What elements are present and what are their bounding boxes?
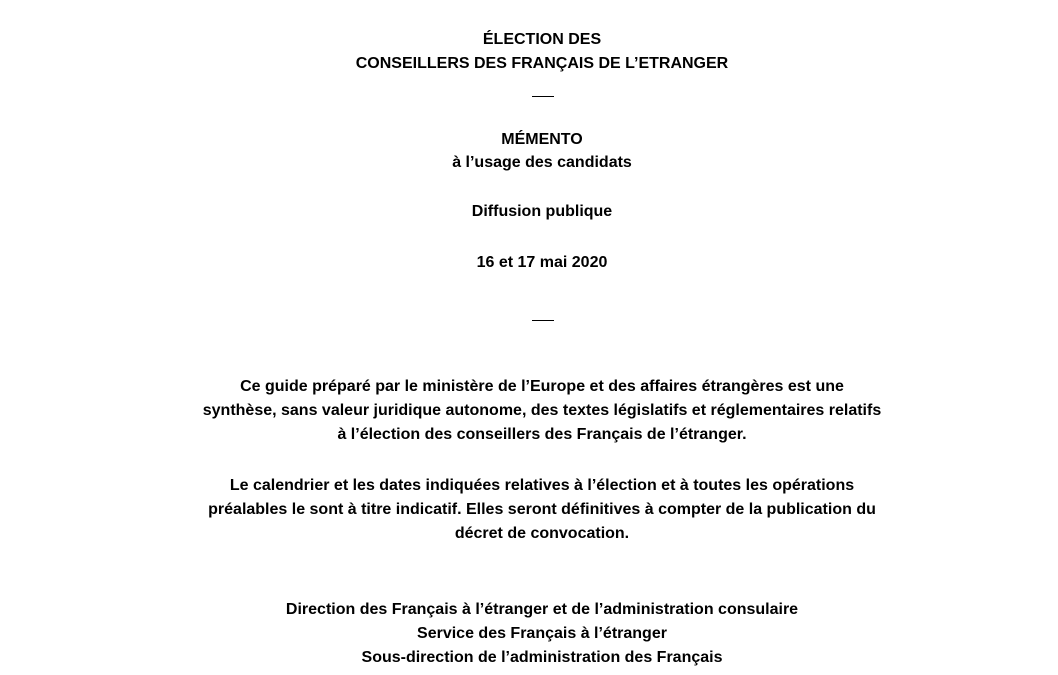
intro-paragraph-2-line-1: Le calendrier et les dates indiquées relatives à l’élection et à toutes les opérations (229, 477, 855, 494)
separator-dash-top (532, 96, 554, 97)
intro-paragraph-2-line-3: décret de convocation. (454, 525, 630, 542)
intro-paragraph-2-line-2: préalables le sont à titre indicatif. Elles seront définitives à compter de la publication du (208, 501, 876, 518)
diffusion-label: Diffusion publique (471, 203, 613, 220)
intro-paragraph-1-line-2: synthèse, sans valeur juridique autonome, des textes législatifs et réglementaires relatifs (202, 402, 882, 419)
separator-dash-bottom (532, 320, 554, 321)
election-dates: 16 et 17 mai 2020 (476, 254, 608, 271)
footer-directorate: Direction des Français à l’étranger et de l’administration consulaire (285, 601, 799, 618)
title-line-2: CONSEILLERS DES FRANÇAIS DE L’ETRANGER (355, 55, 729, 72)
memento-title: MÉMENTO (501, 131, 583, 148)
title-line-1: ÉLECTION DES (482, 31, 602, 48)
footer-service: Service des Français à l’étranger (417, 625, 667, 642)
intro-paragraph-1-line-3: à l’élection des conseillers des Français de l’étranger. (337, 426, 747, 443)
memento-subtitle: à l’usage des candidats (452, 154, 632, 171)
footer-subdirectorate: Sous-direction de l’administration des Français (361, 649, 723, 666)
intro-paragraph-1-line-1: Ce guide préparé par le ministère de l’Europe et des affaires étrangères est une (240, 378, 844, 395)
